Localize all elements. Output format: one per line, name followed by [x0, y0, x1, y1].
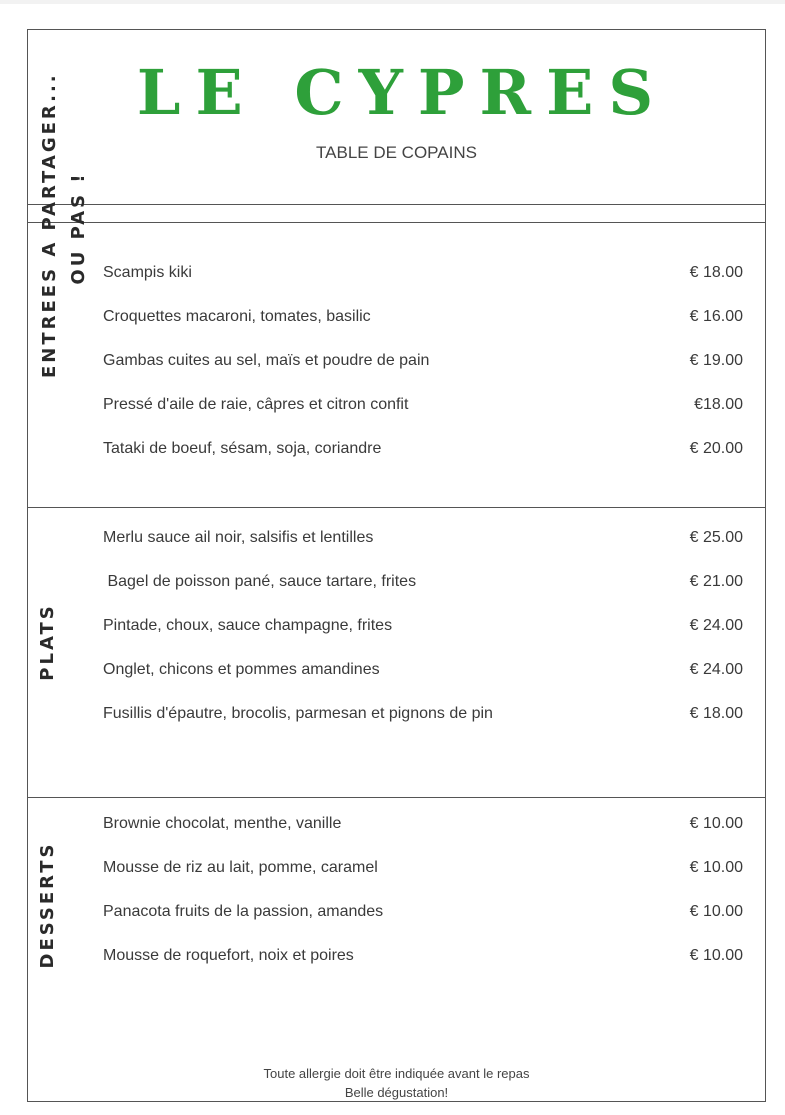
item-price: € 24.00: [689, 661, 743, 678]
menu-item: [103, 573, 743, 597]
closing-message: Belle dégustation!: [344, 1085, 449, 1100]
item-price: € 10.00: [689, 903, 743, 920]
menu-item: [103, 947, 743, 971]
menu-item: [103, 529, 743, 553]
item-name: Panacota fruits de la passion, amandes: [103, 903, 384, 920]
section-label-entrees: [35, 72, 95, 378]
item-name: Mousse de riz au lait, pomme, caramel: [103, 859, 378, 876]
section-label-entrees-line1: ENTREES A PARTAGER...: [39, 72, 60, 378]
section-label-desserts-text: DESSERTS: [37, 841, 58, 969]
section-label-entrees-line2: OU PAS !: [68, 171, 89, 285]
item-name: Fusillis d'épautre, brocolis, parmesan et pignons de pin: [103, 705, 493, 722]
item-price: € 24.00: [689, 617, 743, 634]
item-price: € 25.00: [689, 529, 743, 546]
item-name: Pressé d'aile de raie, câpres et citron confit: [103, 396, 409, 413]
menu-item: [103, 396, 743, 420]
allergy-notice: Toute allergie doit être indiquée avant le repas: [263, 1066, 530, 1081]
item-price: € 19.00: [689, 352, 743, 369]
header-divider: [28, 204, 765, 205]
item-price: € 18.00: [689, 264, 743, 281]
menu-item: [103, 440, 743, 464]
restaurant-name: LE CYPRES: [136, 56, 669, 129]
section-divider-plats: [28, 507, 765, 508]
section-divider-entrees-top: [28, 222, 765, 223]
item-name: Mousse de roquefort, noix et poires: [103, 947, 354, 964]
item-price: € 10.00: [689, 947, 743, 964]
item-name: Gambas cuites au sel, maïs et poudre de pain: [103, 352, 430, 369]
section-label-desserts: [33, 805, 63, 1005]
menu-card: [27, 29, 766, 1102]
top-strip: [0, 0, 785, 4]
section-divider-desserts: [28, 797, 765, 798]
menu-item: [103, 264, 743, 288]
menu-item: [103, 661, 743, 685]
item-price: € 20.00: [689, 440, 743, 457]
menu-item: [103, 352, 743, 376]
item-name: Bagel de poisson pané, sauce tartare, frites: [103, 573, 417, 590]
item-price: € 10.00: [689, 815, 743, 832]
item-name: Brownie chocolat, menthe, vanille: [103, 815, 342, 832]
menu-item: [103, 859, 743, 883]
section-label-plats-text: PLATS: [37, 603, 58, 681]
menu-item: [103, 815, 743, 839]
item-price: € 10.00: [689, 859, 743, 876]
menu-item: [103, 903, 743, 927]
item-price: €18.00: [694, 396, 743, 413]
item-name: Pintade, choux, sauce champagne, frites: [103, 617, 393, 634]
menu-subtitle: TABLE DE COPAINS: [316, 143, 477, 162]
section-label-plats: [33, 562, 63, 722]
item-name: Scampis kiki: [103, 264, 192, 281]
item-name: Onglet, chicons et pommes amandines: [103, 661, 380, 678]
item-name: Tataki de boeuf, sésam, soja, coriandre: [103, 440, 382, 457]
item-price: € 21.00: [689, 573, 743, 590]
item-price: € 16.00: [689, 308, 743, 325]
menu-item: [103, 705, 743, 729]
menu-item: [103, 617, 743, 641]
menu-item: [103, 308, 743, 332]
item-price: € 18.00: [689, 705, 743, 722]
item-name: Croquettes macaroni, tomates, basilic: [103, 308, 371, 325]
item-name: Merlu sauce ail noir, salsifis et lentilles: [103, 529, 374, 546]
